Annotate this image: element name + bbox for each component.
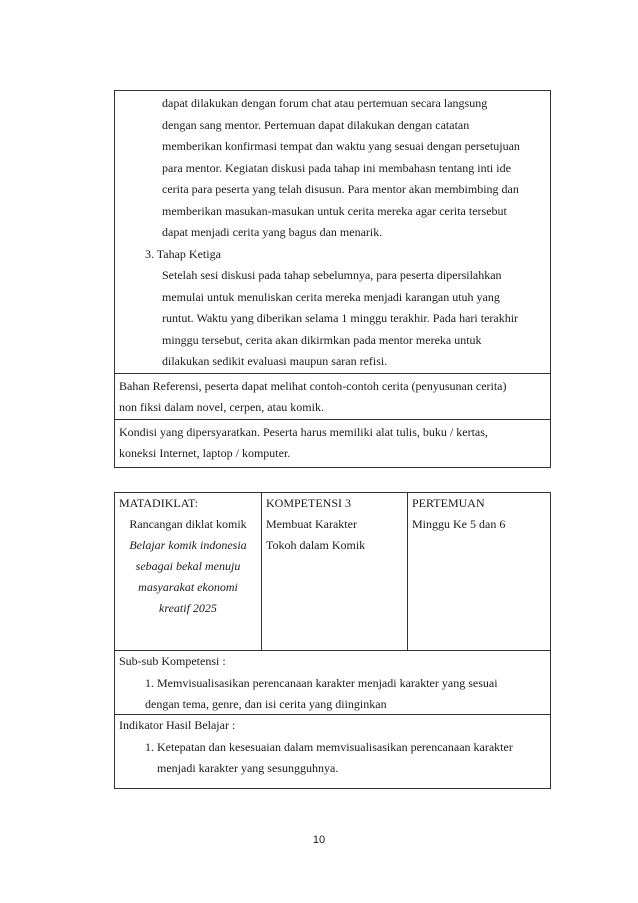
matadiklat-title-italic: kreatif 2025 [159, 601, 217, 615]
subsub-line: dengan tema, genre, dan isi cerita yang diinginkan [145, 697, 387, 711]
indikator-line: menjadi karakter yang sesungguhnya. [157, 761, 339, 775]
pertemuan-value: Minggu Ke 5 dan 6 [412, 517, 506, 531]
step2-line: cerita para peserta yang telah disusun. Para mentor akan membimbing dan [162, 182, 519, 196]
step3-line: memulai untuk menuliskan cerita mereka menjadi karangan utuh yang [162, 289, 500, 304]
step3-heading: 3. Tahap Ketiga [145, 246, 221, 261]
matadiklat-title-italic: masyarakat ekonomi [138, 580, 238, 594]
step3-line: minggu tersebut, cerita akan dikirmkan pada mentor mereka untuk [162, 332, 482, 347]
referensi-cell [115, 373, 550, 419]
subsub-line: 1. Memvisualisasikan perencanaan karakter menjadi karakter yang sesuai [145, 675, 498, 690]
step2-line: dengan sang mentor. Pertemuan dapat dilakukan dengan catatan [162, 117, 470, 132]
competency-header-row [115, 493, 550, 651]
kompetensi-cell [262, 493, 408, 650]
matadiklat-title: Rancangan diklat komik [129, 517, 247, 531]
kondisi-cell [115, 419, 550, 465]
matadiklat-label: MATADIKLAT: [119, 496, 199, 510]
kompetensi-label: KOMPETENSI 3 [266, 496, 352, 510]
matadiklat-title-italic: Belajar komik indonesia [129, 538, 247, 552]
step2-line: dapat dilakukan dengan forum chat atau pertemuan secara langsung [162, 96, 488, 110]
pertemuan-label: PERTEMUAN [412, 496, 485, 510]
pertemuan-cell [408, 493, 550, 650]
step3-line: Setelah sesi diskusi pada tahap sebelumnya, para peserta dipersilahkan [162, 268, 502, 282]
indikator-line: 1. Ketepatan dan kesesuaian dalam memvisualisasikan perencanaan karakter [145, 739, 513, 754]
kondisi-line: Kondisi yang dipersyaratkan. Peserta harus memiliki alat tulis, buku / kertas, [119, 424, 488, 439]
kompetensi-line: Tokoh dalam Komik [266, 538, 366, 552]
step2-line: memberikan masukan-masukan untuk cerita mereka agar cerita tersebut [162, 203, 507, 218]
step2-line: memberikan konfirmasi tempat dan waktu yang sesuai dengan persetujuan [162, 139, 520, 153]
step2-line: para mentor. Kegiatan diskusi pada tahap ini membahasn tentang inti ide [162, 160, 511, 175]
page-number: 10 [312, 834, 326, 846]
steps-cell [115, 91, 550, 373]
step3-line: runtut. Waktu yang diberikan selama 1 minggu terakhir. Pada hari terakhir [162, 311, 519, 325]
kompetensi-line: Membuat Karakter [266, 517, 357, 531]
step2-line: dapat menjadi cerita yang bagus dan menarik. [162, 225, 383, 239]
step3-line: dilakukan sedikit evaluasi maupun saran refisi. [162, 354, 388, 368]
continuation-table [114, 90, 551, 468]
indikator-cell [115, 715, 550, 780]
referensi-line: non fiksi dalam novel, cerpen, atau komik. [119, 400, 324, 414]
kondisi-line: koneksi Internet, laptop / komputer. [119, 446, 291, 460]
matadiklat-title-italic: sebagai bekal menuju [135, 559, 241, 573]
competency-table [114, 492, 551, 789]
subsub-kompetensi-cell [115, 651, 550, 715]
referensi-line: Bahan Referensi, peserta dapat melihat contoh-contoh cerita (penyusunan cerita) [119, 378, 507, 393]
subsub-label: Sub-sub Kompetensi : [119, 654, 226, 668]
indikator-label: Indikator Hasil Belajar : [119, 718, 236, 732]
matadiklat-cell [115, 493, 262, 650]
